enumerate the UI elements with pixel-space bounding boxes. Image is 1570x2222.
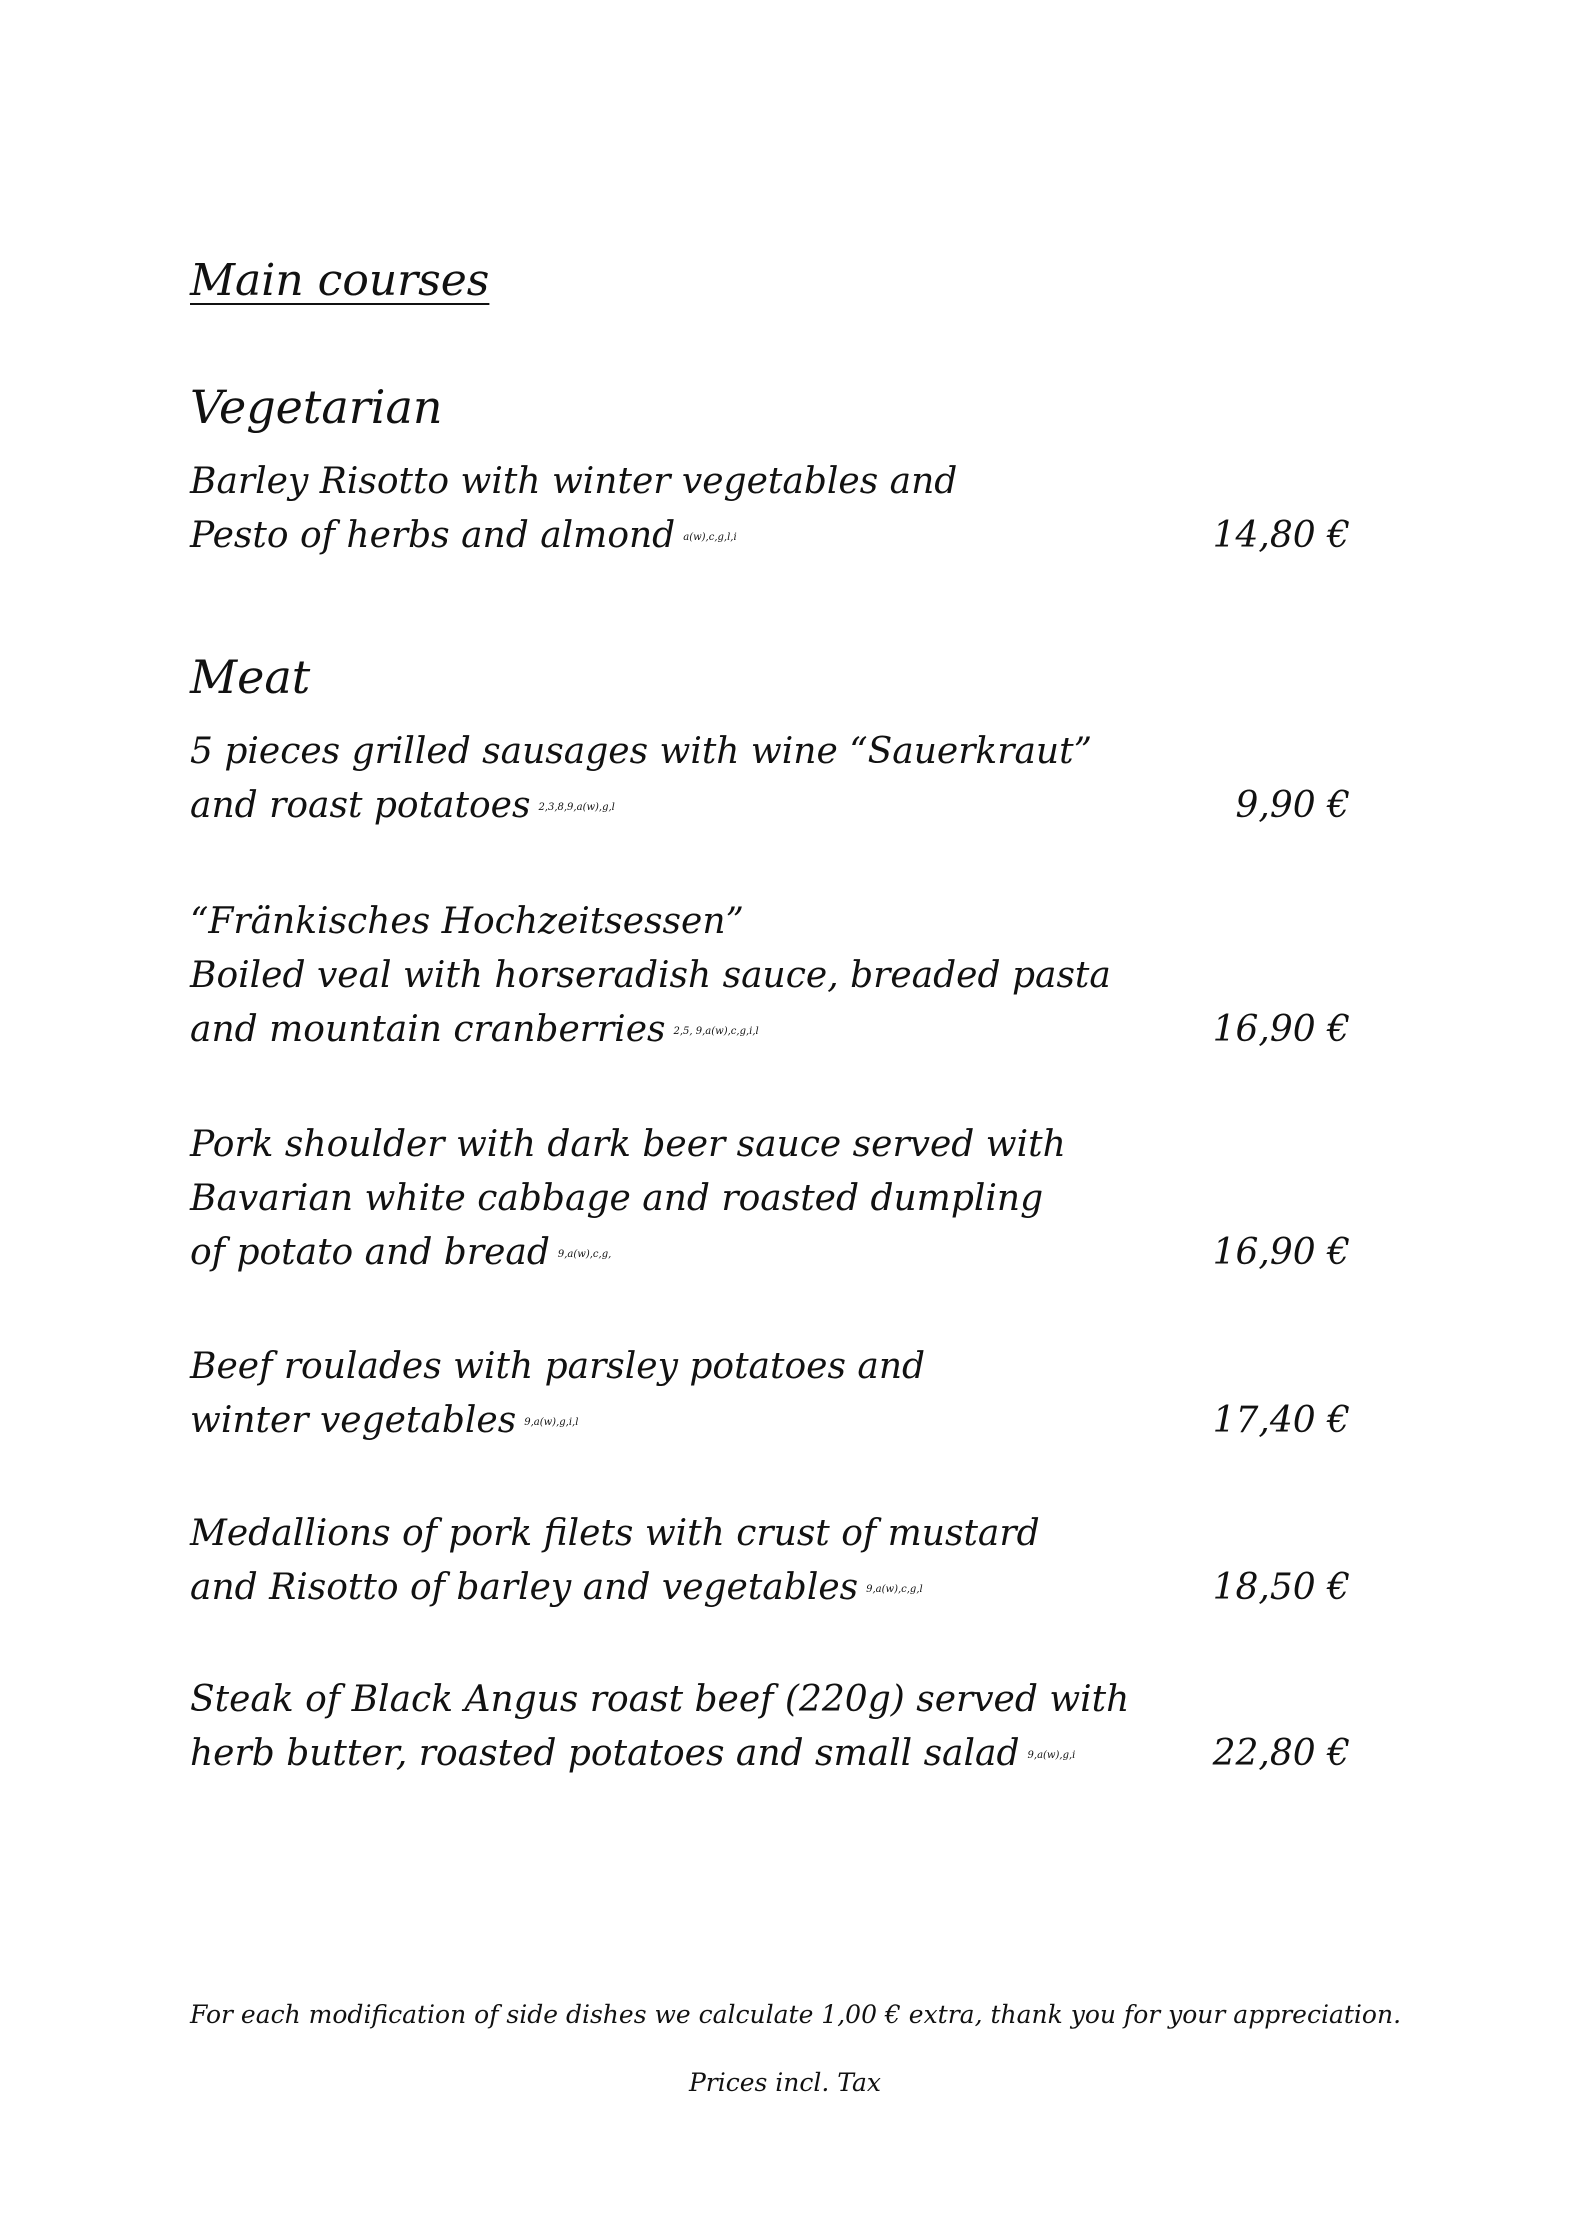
item-line-text: of potato and bread bbox=[190, 1232, 550, 1273]
item-line: Steak of Black Angus roast beef (220g) served with bbox=[190, 1679, 1130, 1720]
menu-item bbox=[190, 1507, 1350, 1615]
allergen-codes: 2,5, 9,a(w),c,g,i,l bbox=[673, 1026, 759, 1037]
item-line bbox=[190, 1727, 1350, 1781]
allergen-codes: 9,a(w),c,g, bbox=[557, 1249, 612, 1260]
allergen-codes: 9,a(w),g,i,l bbox=[524, 1417, 579, 1428]
page-title: Main courses bbox=[190, 255, 490, 306]
item-line-text: and mountain cranberries bbox=[190, 1009, 666, 1050]
item-line: Bavarian white cabbage and roasted dumpling bbox=[190, 1178, 1044, 1219]
item-line: 5 pieces grilled sausages with wine “Sauerkraut” bbox=[190, 731, 1092, 772]
item-price: 16,90 € bbox=[1212, 1232, 1350, 1273]
item-price: 22,80 € bbox=[1212, 1733, 1350, 1774]
item-line: Medallions of pork filets with crust of mustard bbox=[190, 1513, 1040, 1554]
item-line: Beef roulades with parsley potatoes and bbox=[190, 1346, 926, 1387]
item-price: 14,80 € bbox=[1212, 515, 1350, 556]
item-line bbox=[190, 1226, 1350, 1280]
item-line-text: herb butter, roasted potatoes and small salad bbox=[190, 1733, 1020, 1774]
menu-item bbox=[190, 895, 1350, 1057]
allergen-codes: a(w),c,g,l,i bbox=[683, 532, 737, 543]
item-line bbox=[190, 1003, 1350, 1057]
item-line bbox=[190, 1561, 1350, 1615]
item-line bbox=[190, 1394, 1350, 1448]
footer-note: For each modification of side dishes we calculate 1,00 € extra, thank you for your appreciation. bbox=[190, 2000, 1402, 2029]
menu-item bbox=[190, 1340, 1350, 1448]
menu-item bbox=[190, 1118, 1350, 1280]
item-line-text: and Risotto of barley and vegetables bbox=[190, 1567, 859, 1608]
item-line: Pork shoulder with dark beer sauce served with bbox=[190, 1124, 1066, 1165]
item-line-text: and roast potatoes bbox=[190, 785, 531, 826]
item-line: Barley Risotto with winter vegetables and bbox=[190, 461, 958, 502]
item-line-text: winter vegetables bbox=[190, 1400, 517, 1441]
item-line bbox=[190, 509, 1350, 563]
item-line-text: Pesto of herbs and almond bbox=[190, 515, 676, 556]
allergen-codes: 2,3,8,9,a(w),g,l bbox=[538, 802, 615, 813]
item-price: 17,40 € bbox=[1212, 1400, 1350, 1441]
footer-tax-note: Prices incl. Tax bbox=[688, 2068, 882, 2097]
item-price: 18,50 € bbox=[1212, 1567, 1350, 1608]
allergen-codes: 9,a(w),g,i bbox=[1027, 1750, 1076, 1761]
menu-item bbox=[190, 1673, 1350, 1781]
item-price: 9,90 € bbox=[1235, 785, 1350, 826]
section-heading-meat: Meat bbox=[190, 650, 311, 704]
item-price: 16,90 € bbox=[1212, 1009, 1350, 1050]
item-line: Boiled veal with horseradish sauce, breaded pasta bbox=[190, 955, 1111, 996]
section-heading-vegetarian: Vegetarian bbox=[190, 380, 443, 434]
item-line bbox=[190, 779, 1350, 833]
item-line: “Fränkisches Hochzeitsessen” bbox=[190, 901, 744, 942]
allergen-codes: 9,a(w),c,g,l bbox=[866, 1584, 923, 1595]
menu-item bbox=[190, 725, 1350, 833]
menu-item bbox=[190, 455, 1350, 563]
